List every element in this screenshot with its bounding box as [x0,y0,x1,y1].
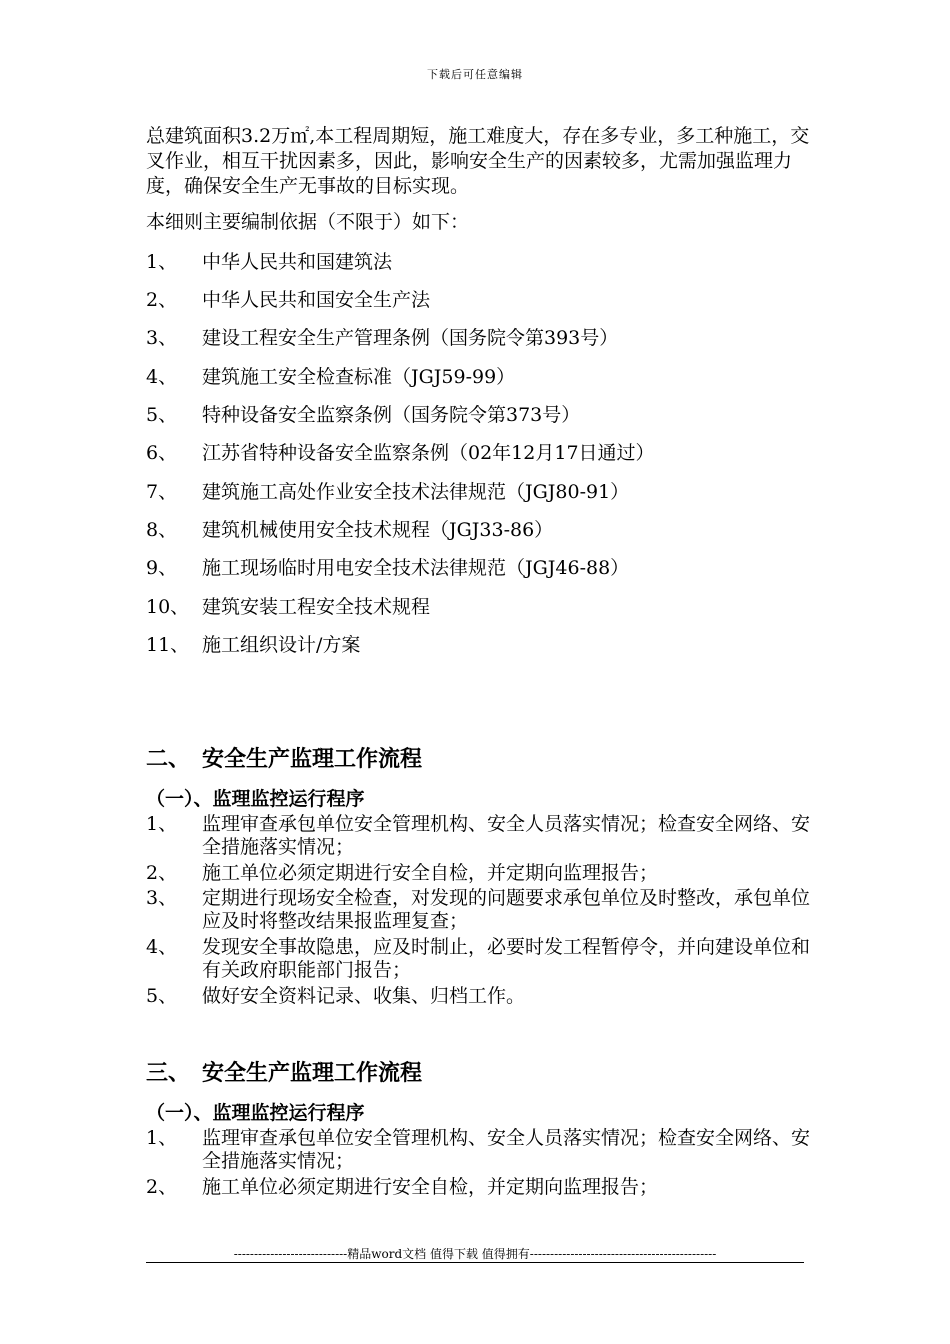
procedure-item [146,862,811,885]
procedure-item-text: 监理审查承包单位安全管理机构、安全人员落实情况；检查安全网络、安全措施落实情况； [202,813,811,858]
intro-paragraph: 总建筑面积3.2万㎡,本工程周期短，施工难度大，存在多专业，多工种施工，交叉作业，相互干扰因素多，因此，影响安全生产的因素较多，尤需加强监理力度，确保安全生产无事故的目标实现。 [146,125,810,197]
basis-item-number: 4、 [146,366,178,388]
section-number: 三、 [146,1060,191,1086]
procedure-item-text: 施工单位必须定期进行安全自检，并定期向监理报告； [202,1176,659,1198]
procedure-item-text: 定期进行现场安全检查，对发现的问题要求承包单位及时整改，承包单位应及时将整改结果报监理复查； [202,887,811,932]
basis-item-number: 1、 [146,251,178,273]
procedure-item [146,936,811,982]
procedure-item-text: 做好安全资料记录、收集、归档工作。 [202,985,526,1007]
subsection-title: （一）、监理监控运行程序 [146,1102,365,1124]
section-title: 安全生产监理工作流程 [202,1060,423,1086]
procedure-item-text: 监理审查承包单位安全管理机构、安全人员落实情况；检查安全网络、安全措施落实情况； [202,1127,811,1172]
basis-item-text: 建筑施工高处作业安全技术法律规范（JGJ80-91） [202,481,630,503]
procedure-item [146,1127,811,1173]
basis-item-number: 10、 [146,596,190,618]
procedure-item-number: 1、 [146,1127,178,1149]
procedure-item-number: 5、 [146,985,178,1007]
basis-item-text: 特种设备安全监察条例（国务院令第373号） [202,404,581,426]
procedure-item [146,1176,811,1199]
basis-item-text: 建筑机械使用安全技术规程（JGJ33-86） [202,519,554,541]
procedure-item [146,985,811,1008]
basis-item-text: 中华人民共和国建筑法 [202,251,393,273]
basis-item-number: 6、 [146,442,178,464]
basis-item-number: 2、 [146,289,178,311]
procedure-item-number: 2、 [146,862,178,884]
basis-item-text: 建筑施工安全检查标准（JGJ59-99） [202,366,516,388]
footer-divider [146,1262,804,1263]
procedure-item-number: 2、 [146,1176,178,1198]
basis-item-number: 9、 [146,557,178,579]
section-heading [146,1056,422,1087]
basis-item-number: 3、 [146,327,178,349]
section-title: 安全生产监理工作流程 [202,746,423,772]
basis-item-text: 施工组织设计/方案 [202,634,361,656]
section-heading [146,742,422,773]
procedure-item-number: 3、 [146,887,178,909]
subsection-title: （一）、监理监控运行程序 [146,788,365,810]
procedure-item-text: 发现安全事故隐患，应及时制止，必要时发工程暂停令，并向建设单位和有关政府职能部门报告； [202,936,811,981]
basis-item-number: 8、 [146,519,178,541]
footer-note: ----------------------------精品word文档 值得下载 值得拥有---------------------------------------------- [233,1247,717,1261]
header-note: 下载后可任意编辑 [427,68,523,81]
basis-item-text: 建设工程安全生产管理条例（国务院令第393号） [202,327,619,349]
procedure-item-number: 4、 [146,936,178,958]
basis-item-number: 7、 [146,481,178,503]
basis-item-text: 施工现场临时用电安全技术法律规范（JGJ46-88） [202,557,630,579]
basis-item-text: 江苏省特种设备安全监察条例（02年12月17日通过） [202,442,655,464]
basis-lead: 本细则主要编制依据（不限于）如下： [146,211,470,233]
basis-item-number: 11、 [146,634,190,656]
basis-item-number: 5、 [146,404,178,426]
procedure-item-text: 施工单位必须定期进行安全自检，并定期向监理报告； [202,862,659,884]
procedure-item-number: 1、 [146,813,178,835]
section-number: 二、 [146,746,191,772]
procedure-item [146,813,811,859]
procedure-item [146,887,811,933]
basis-item-text: 中华人民共和国安全生产法 [202,289,431,311]
basis-item-text: 建筑安装工程安全技术规程 [202,596,431,618]
